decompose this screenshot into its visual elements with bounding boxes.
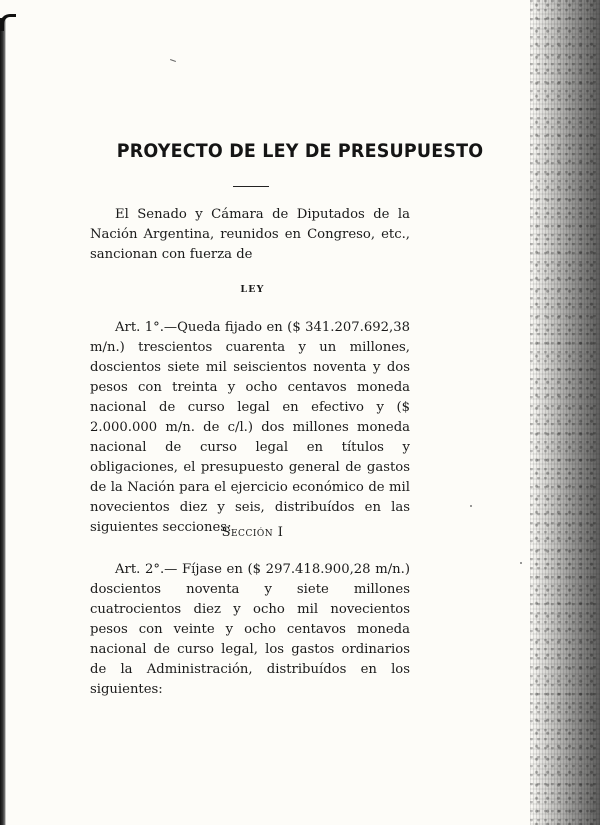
article-1-paragraph: Art. 1°.—Queda fijado en ($ 341.207.692,38 m/n.) trescientos cuarenta y un millones, doscientos siete mil seiscientos noventa y dos pesos con treinta y ocho centavos moneda nacional de curso legal en efectivo y ($ 2.000.000 m/n. de c/l.) dos millones moneda nacional de curso legal en títulos y obligaciones, el presupuesto general de gastos de la Nación para el ejercicio económico de mil novecientos diez y seis, distribuídos en las siguientes secciones: xyxy=(90,320,410,535)
binding-edge xyxy=(0,18,6,825)
preamble-paragraph: El Senado y Cámara de Diputados de la Nación Argentina, reunidos en Congreso, etc., sancionan con fuerza de xyxy=(90,207,410,262)
section-heading: Sección I xyxy=(221,525,284,540)
binding-hook xyxy=(0,14,16,31)
ink-speck xyxy=(520,562,522,564)
ley-heading: LEY xyxy=(240,284,265,295)
ink-speck xyxy=(470,505,472,507)
document-title: PROYECTO DE LEY DE PRESUPUESTO xyxy=(116,140,484,162)
title-divider xyxy=(233,186,269,187)
ink-speck xyxy=(170,59,176,62)
article-2-paragraph: Art. 2°.— Fíjase en ($ 297.418.900,28 m/n.) doscientos noventa y siete millones cuatrocientos diez y ocho mil novecientos pesos con veinte y ocho centavos moneda nacional de curso legal, los gastos ordinarios de la Administración, distribuídos en los siguientes: xyxy=(90,562,410,697)
page-edge-shadow xyxy=(530,0,600,825)
